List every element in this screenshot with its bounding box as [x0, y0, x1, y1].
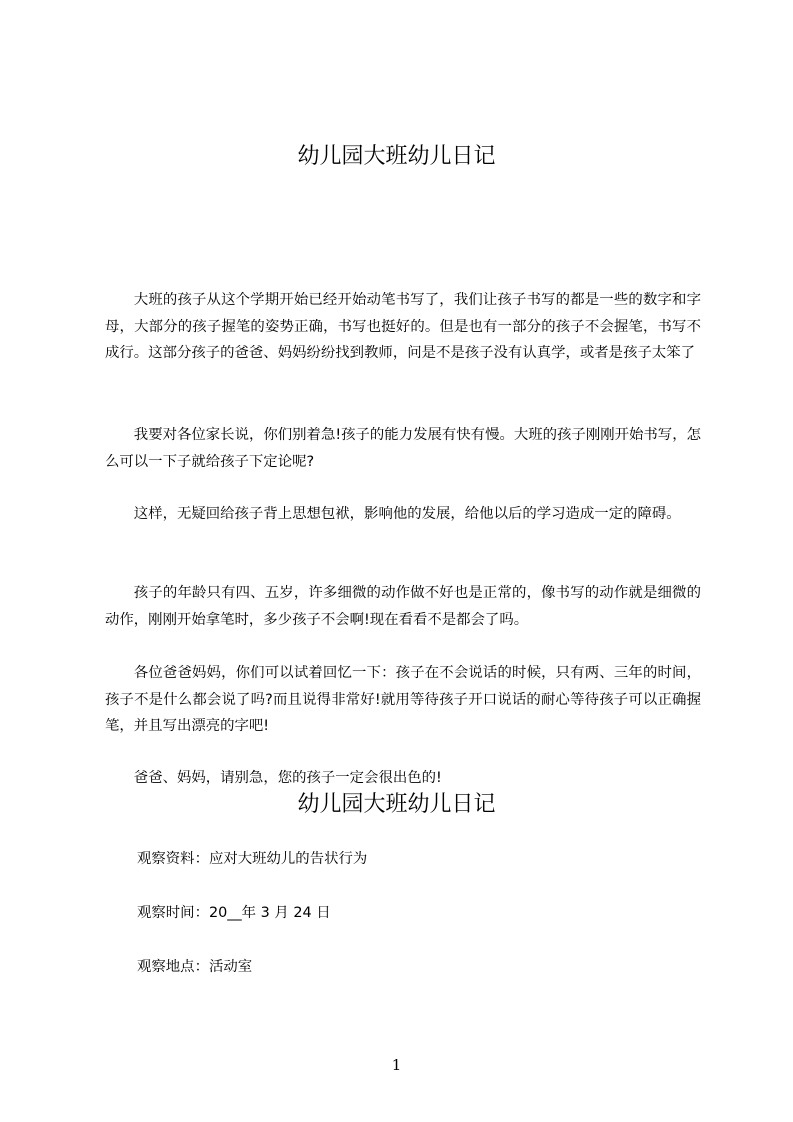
paragraph-2: 我要对各位家长说，你们别着急!孩子的能力发展有快有慢。大班的孩子刚刚开始书写，怎么可以一下子就给孩子下定论呢?	[105, 427, 701, 470]
paragraph-4: 孩子的年龄只有四、五岁，许多细微的动作做不好也是正常的，像书写的动作就是细微的动作，刚刚开始拿笔时，多少孩子不会啊!现在看看不是都会了吗。	[105, 585, 701, 628]
observation-material: 观察资料：应对大班幼儿的告状行为	[137, 851, 368, 867]
page-title: 幼儿园大班幼儿日记	[297, 144, 496, 169]
second-title: 幼儿园大班幼儿日记	[297, 792, 496, 817]
observation-time: 观察时间：20__年 3 月 24 日	[137, 905, 331, 921]
paragraph-1: 大班的孩子从这个学期开始已经开始动笔书写了，我们让孩子书写的都是一些的数字和字母，大部分的孩子握笔的姿势正确，书写也挺好的。但是也有一部分的孩子不会握笔，书写不成行。这部分孩子的爸爸、妈妈纷纷找到教师，问是不是孩子没有认真学，或者是孩子太笨了	[105, 292, 701, 361]
paragraph-3: 这样，无疑回给孩子背上思想包袱，影响他的发展，给他以后的学习造成一定的障碍。	[133, 506, 681, 522]
page-number: 1	[391, 1056, 402, 1074]
paragraph-5: 各位爸爸妈妈，你们可以试着回忆一下：孩子在不会说话的时候，只有两、三年的时间，孩子不是什么都会说了吗?而且说得非常好!就用等待孩子开口说话的耐心等待孩子可以正确握笔，并且写出漂亮的字吧!	[105, 665, 701, 734]
observation-place: 观察地点：活动室	[137, 959, 253, 975]
paragraph-6: 爸爸、妈妈，请别急，您的孩子一定会很出色的!	[133, 770, 442, 786]
